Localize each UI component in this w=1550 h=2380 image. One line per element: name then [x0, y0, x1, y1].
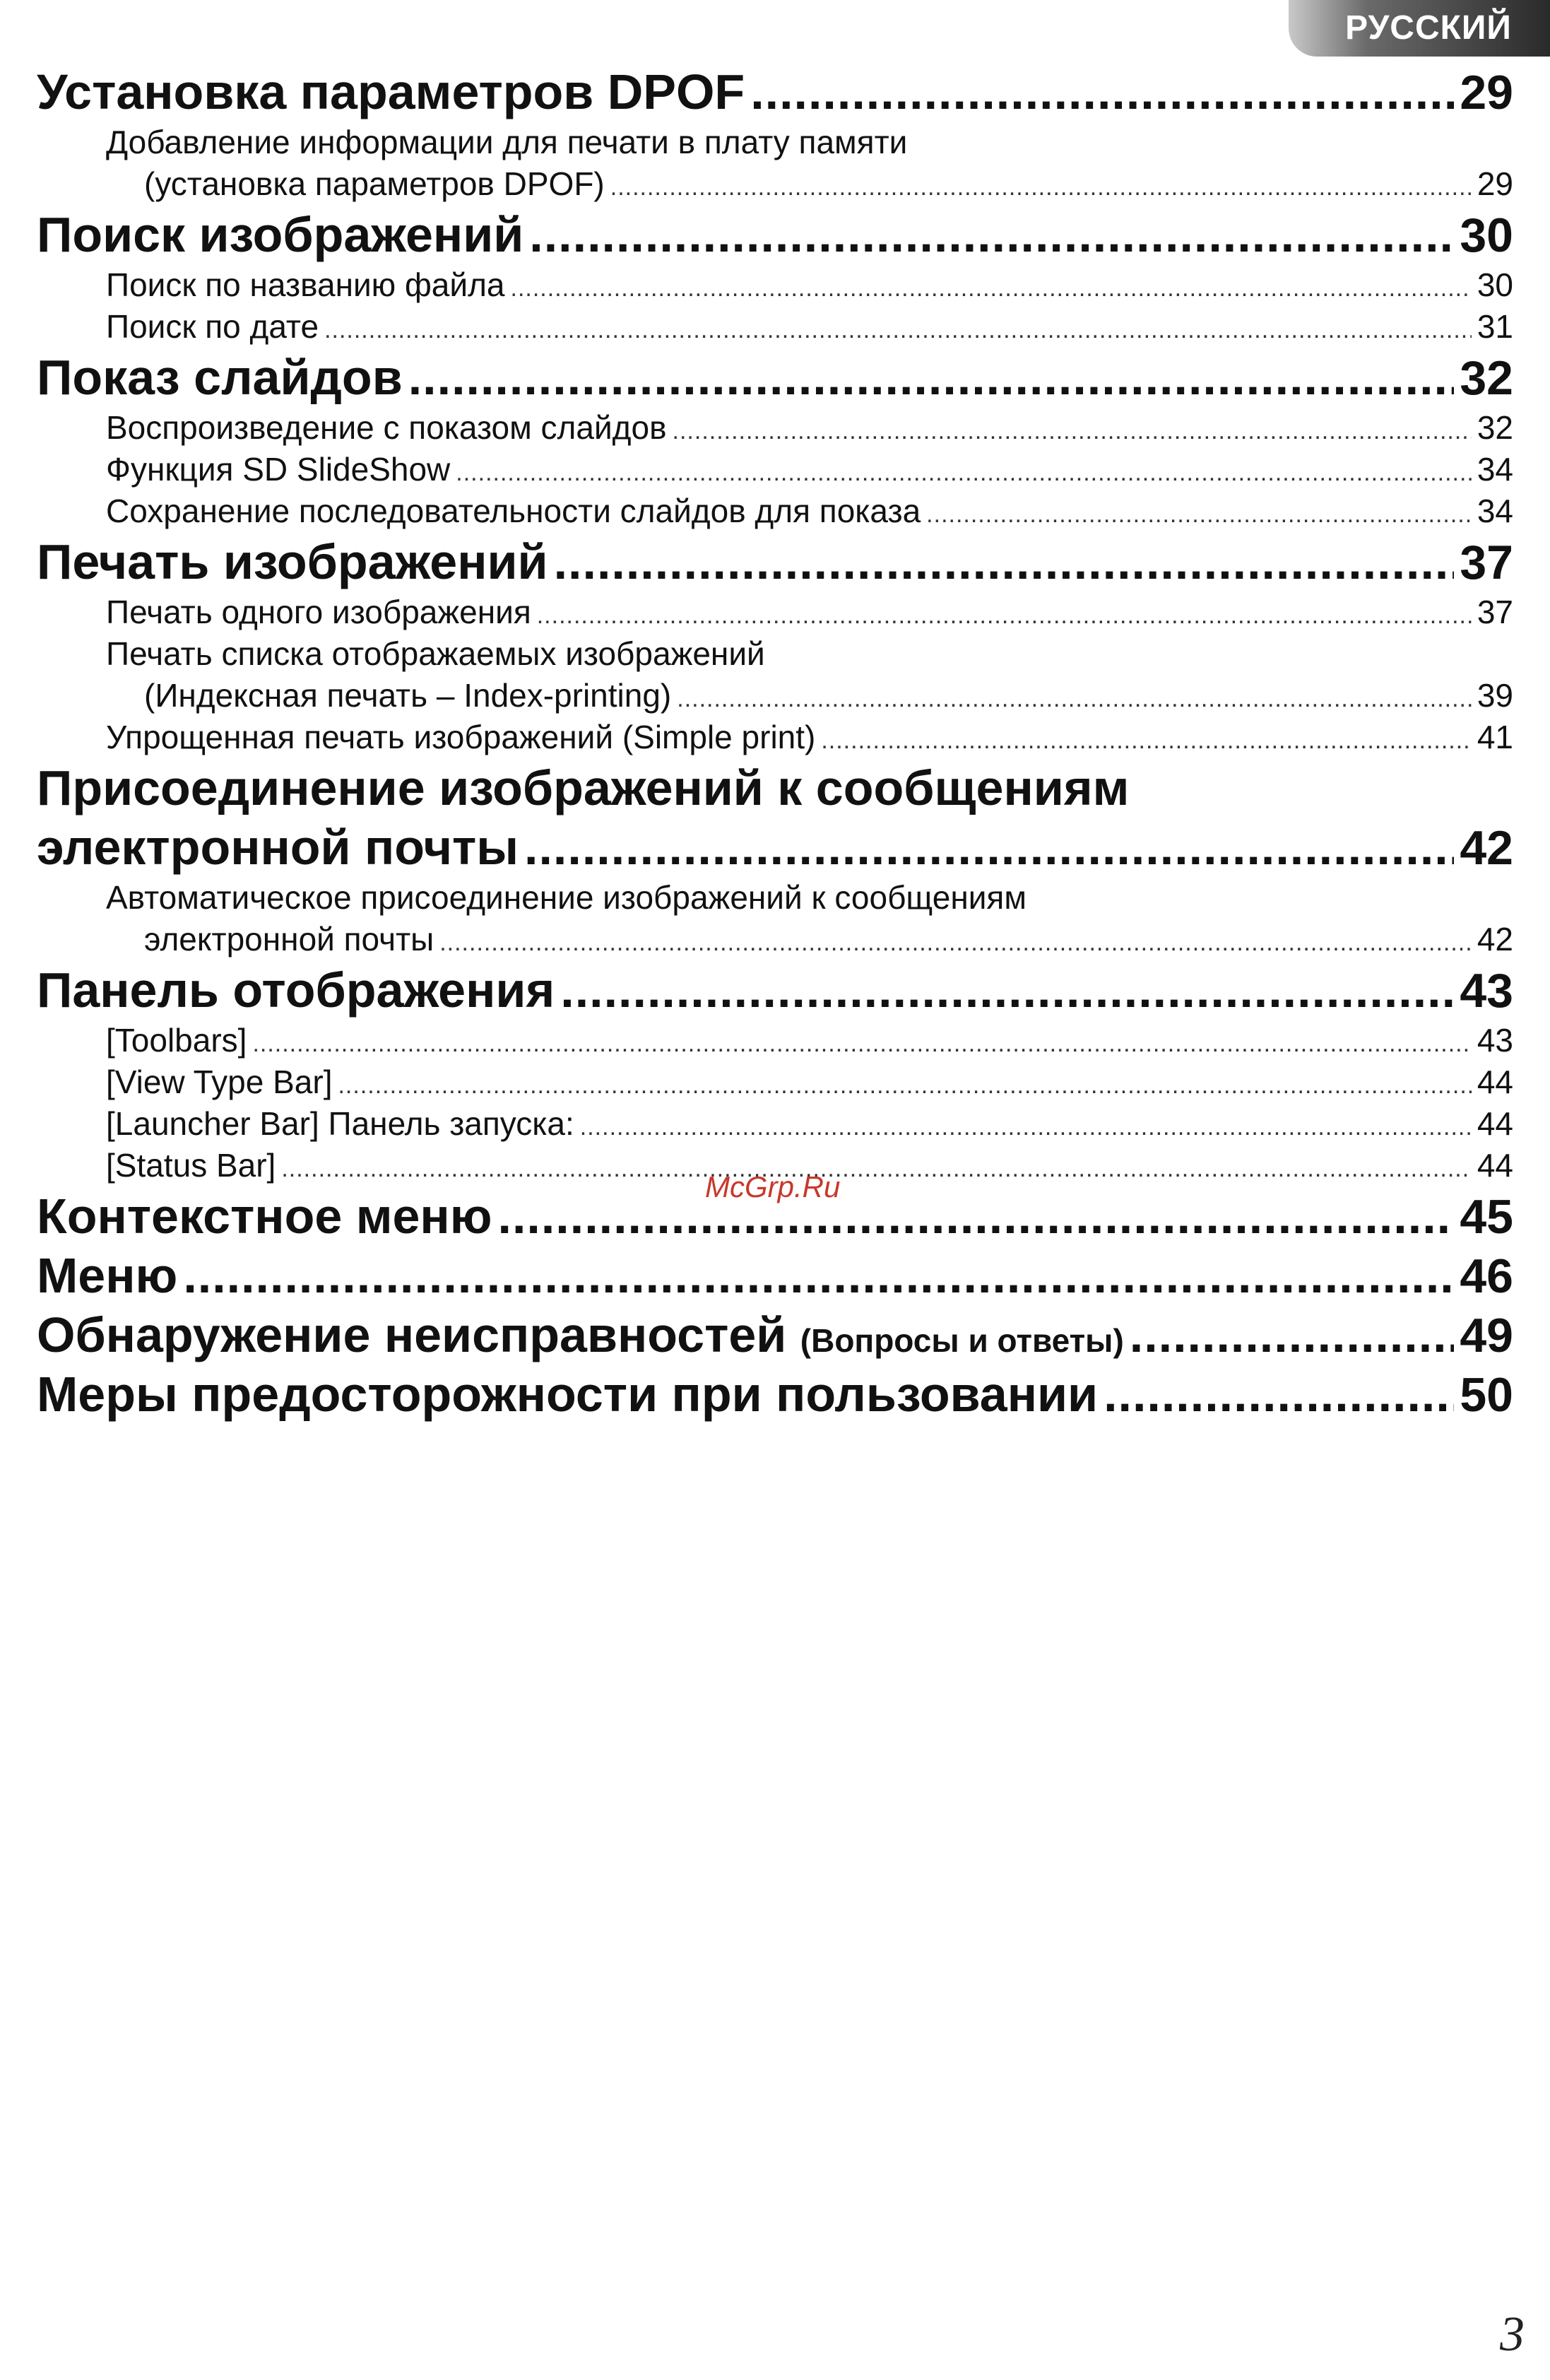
toc-entry-note: (Вопросы и ответы) [800, 1322, 1124, 1359]
leader-dots [281, 1148, 1471, 1190]
toc-page-number: 43 [1460, 964, 1513, 1018]
leader-dots [439, 922, 1472, 964]
toc-subentry-auto-attach[interactable] [37, 919, 1513, 960]
language-tab: РУССКИЙ ЯЗЫК [1289, 0, 1550, 57]
toc-page-number: 42 [1477, 921, 1513, 958]
leader-dots [677, 678, 1472, 720]
toc-page-number: 44 [1477, 1105, 1513, 1142]
toc-entry-line: Присоединение изображений к сообщениям [37, 760, 1130, 815]
toc-subentry-title: (установка параметров DPOF) [144, 165, 605, 202]
leader-dots [554, 532, 1455, 591]
leader-dots [673, 411, 1472, 452]
toc-subentry-slideshow-playback[interactable] [37, 407, 1513, 449]
toc-subentry-title: Упрощенная печать изображений (Simple print) [106, 719, 816, 755]
leader-dots [926, 494, 1472, 536]
toc-entry-image-search[interactable] [37, 205, 1513, 264]
toc-subentry-toolbars[interactable] [37, 1020, 1513, 1061]
toc-page-number: 50 [1460, 1368, 1513, 1422]
toc-page-number: 39 [1477, 677, 1513, 714]
toc-subentry-title: Поиск по названию файла [106, 266, 505, 303]
toc-subentry-dpof-settings[interactable] [37, 163, 1513, 205]
toc-entry-title: Панель отображения [37, 962, 555, 1018]
toc-subentry-simple-print[interactable] [37, 717, 1513, 758]
leader-dots [511, 268, 1472, 310]
toc-page-number: 29 [1477, 165, 1513, 202]
leader-dots [324, 310, 1472, 351]
toc-subentry-title: электронной почты [144, 921, 434, 958]
toc-subentry-save-sequence[interactable] [37, 490, 1513, 532]
toc-subentry-search-filename[interactable] [37, 264, 1513, 306]
toc-subentry-launcher-bar[interactable] [37, 1103, 1513, 1145]
leader-dots [610, 167, 1472, 208]
toc-subentry-line: Автоматическое присоединение изображений к сообщениям [106, 879, 1027, 916]
toc-subentry-search-date[interactable] [37, 306, 1513, 348]
toc-entry-email-attach[interactable] [37, 818, 1513, 877]
toc-entry-title: Меры предосторожности при пользовании [37, 1367, 1099, 1422]
leader-dots [183, 1246, 1454, 1305]
leader-dots [338, 1065, 1471, 1107]
toc-entry-title [37, 1305, 1124, 1370]
toc-subentry-title: [Launcher Bar] Панель запуска: [106, 1105, 574, 1142]
toc-entry-display-panel[interactable] [37, 960, 1513, 1020]
toc-page-number: 43 [1477, 1022, 1513, 1059]
toc-entry-precautions[interactable] [37, 1365, 1513, 1424]
toc-subentry-title: Функция SD SlideShow [106, 451, 451, 488]
toc-page-number: 44 [1477, 1147, 1513, 1184]
toc-subentry-title: [View Type Bar] [106, 1064, 333, 1100]
toc-page-number: 29 [1460, 66, 1513, 119]
toc-entry-title-text: Обнаружение неисправностей [37, 1307, 787, 1362]
toc-page-number: 45 [1460, 1190, 1513, 1244]
toc-subentry-index-printing[interactable] [37, 675, 1513, 717]
toc-subentry-line: Добавление информации для печати в плату памяти [106, 124, 908, 160]
toc-subentry-view-type-bar[interactable] [37, 1061, 1513, 1103]
leader-dots [750, 62, 1454, 122]
leader-dots [537, 595, 1472, 637]
toc-entry-title: Меню [37, 1248, 178, 1303]
toc-subentry-title: Поиск по дате [106, 308, 319, 345]
toc-entry-troubleshooting[interactable] [37, 1305, 1513, 1365]
toc-page-number: 32 [1477, 409, 1513, 446]
toc-subentry-print-single[interactable] [37, 591, 1513, 633]
toc-entry-title: электронной почты [37, 820, 519, 875]
toc-subentry-title: Воспроизведение с показом слайдов [106, 409, 667, 446]
toc-entry-dpof[interactable] [37, 62, 1513, 122]
page-number: 3 [1500, 2307, 1525, 2362]
leader-dots [408, 348, 1455, 407]
toc-page-number: 49 [1460, 1309, 1513, 1362]
toc-entry-title: Показ слайдов [37, 350, 403, 405]
leader-dots [560, 960, 1454, 1020]
toc-page-number: 37 [1460, 536, 1513, 589]
toc-subentry-line: Печать списка отображаемых изображений [106, 635, 765, 672]
toc-entry-title: Контекстное меню [37, 1189, 492, 1244]
toc-page-number: 32 [1460, 351, 1513, 405]
leader-dots [821, 720, 1471, 762]
toc-subentry-sd-slideshow[interactable] [37, 449, 1513, 490]
toc-page-number: 41 [1477, 719, 1513, 755]
toc-page-number: 46 [1460, 1249, 1513, 1303]
leader-dots [1130, 1305, 1455, 1365]
leader-dots [580, 1107, 1472, 1148]
leader-dots [456, 452, 1472, 494]
leader-dots [1104, 1365, 1454, 1424]
watermark: McGrp.Ru [705, 1170, 841, 1203]
toc-page-number: 34 [1477, 493, 1513, 529]
toc-page-number: 34 [1477, 451, 1513, 488]
leader-dots [524, 818, 1454, 877]
toc-page-number: 42 [1460, 821, 1513, 875]
toc-subentry-title: (Индексная печать – Index-printing) [144, 677, 672, 714]
toc-subentry-title: Печать одного изображения [106, 594, 531, 630]
toc-page-number: 30 [1477, 266, 1513, 303]
toc-subentry-title: [Toolbars] [106, 1022, 247, 1059]
toc-entry-printing[interactable] [37, 532, 1513, 591]
toc-page-number: 37 [1477, 594, 1513, 630]
toc-subentry-title: Сохранение последовательности слайдов для показа [106, 493, 921, 529]
leader-dots [498, 1186, 1455, 1246]
leader-dots [252, 1023, 1471, 1065]
toc-page-number: 30 [1460, 208, 1513, 262]
toc-subentry-title: [Status Bar] [106, 1147, 276, 1184]
toc-entry-title: Установка параметров DPOF [37, 64, 745, 119]
toc-entry-title: Печать изображений [37, 534, 548, 589]
leader-dots [529, 205, 1454, 264]
toc-entry-menu[interactable] [37, 1246, 1513, 1305]
table-of-contents [37, 62, 1513, 1424]
toc-entry-title: Поиск изображений [37, 207, 524, 262]
toc-page-number: 31 [1477, 308, 1513, 345]
toc-page-number: 44 [1477, 1064, 1513, 1100]
toc-entry-slideshow[interactable] [37, 348, 1513, 407]
